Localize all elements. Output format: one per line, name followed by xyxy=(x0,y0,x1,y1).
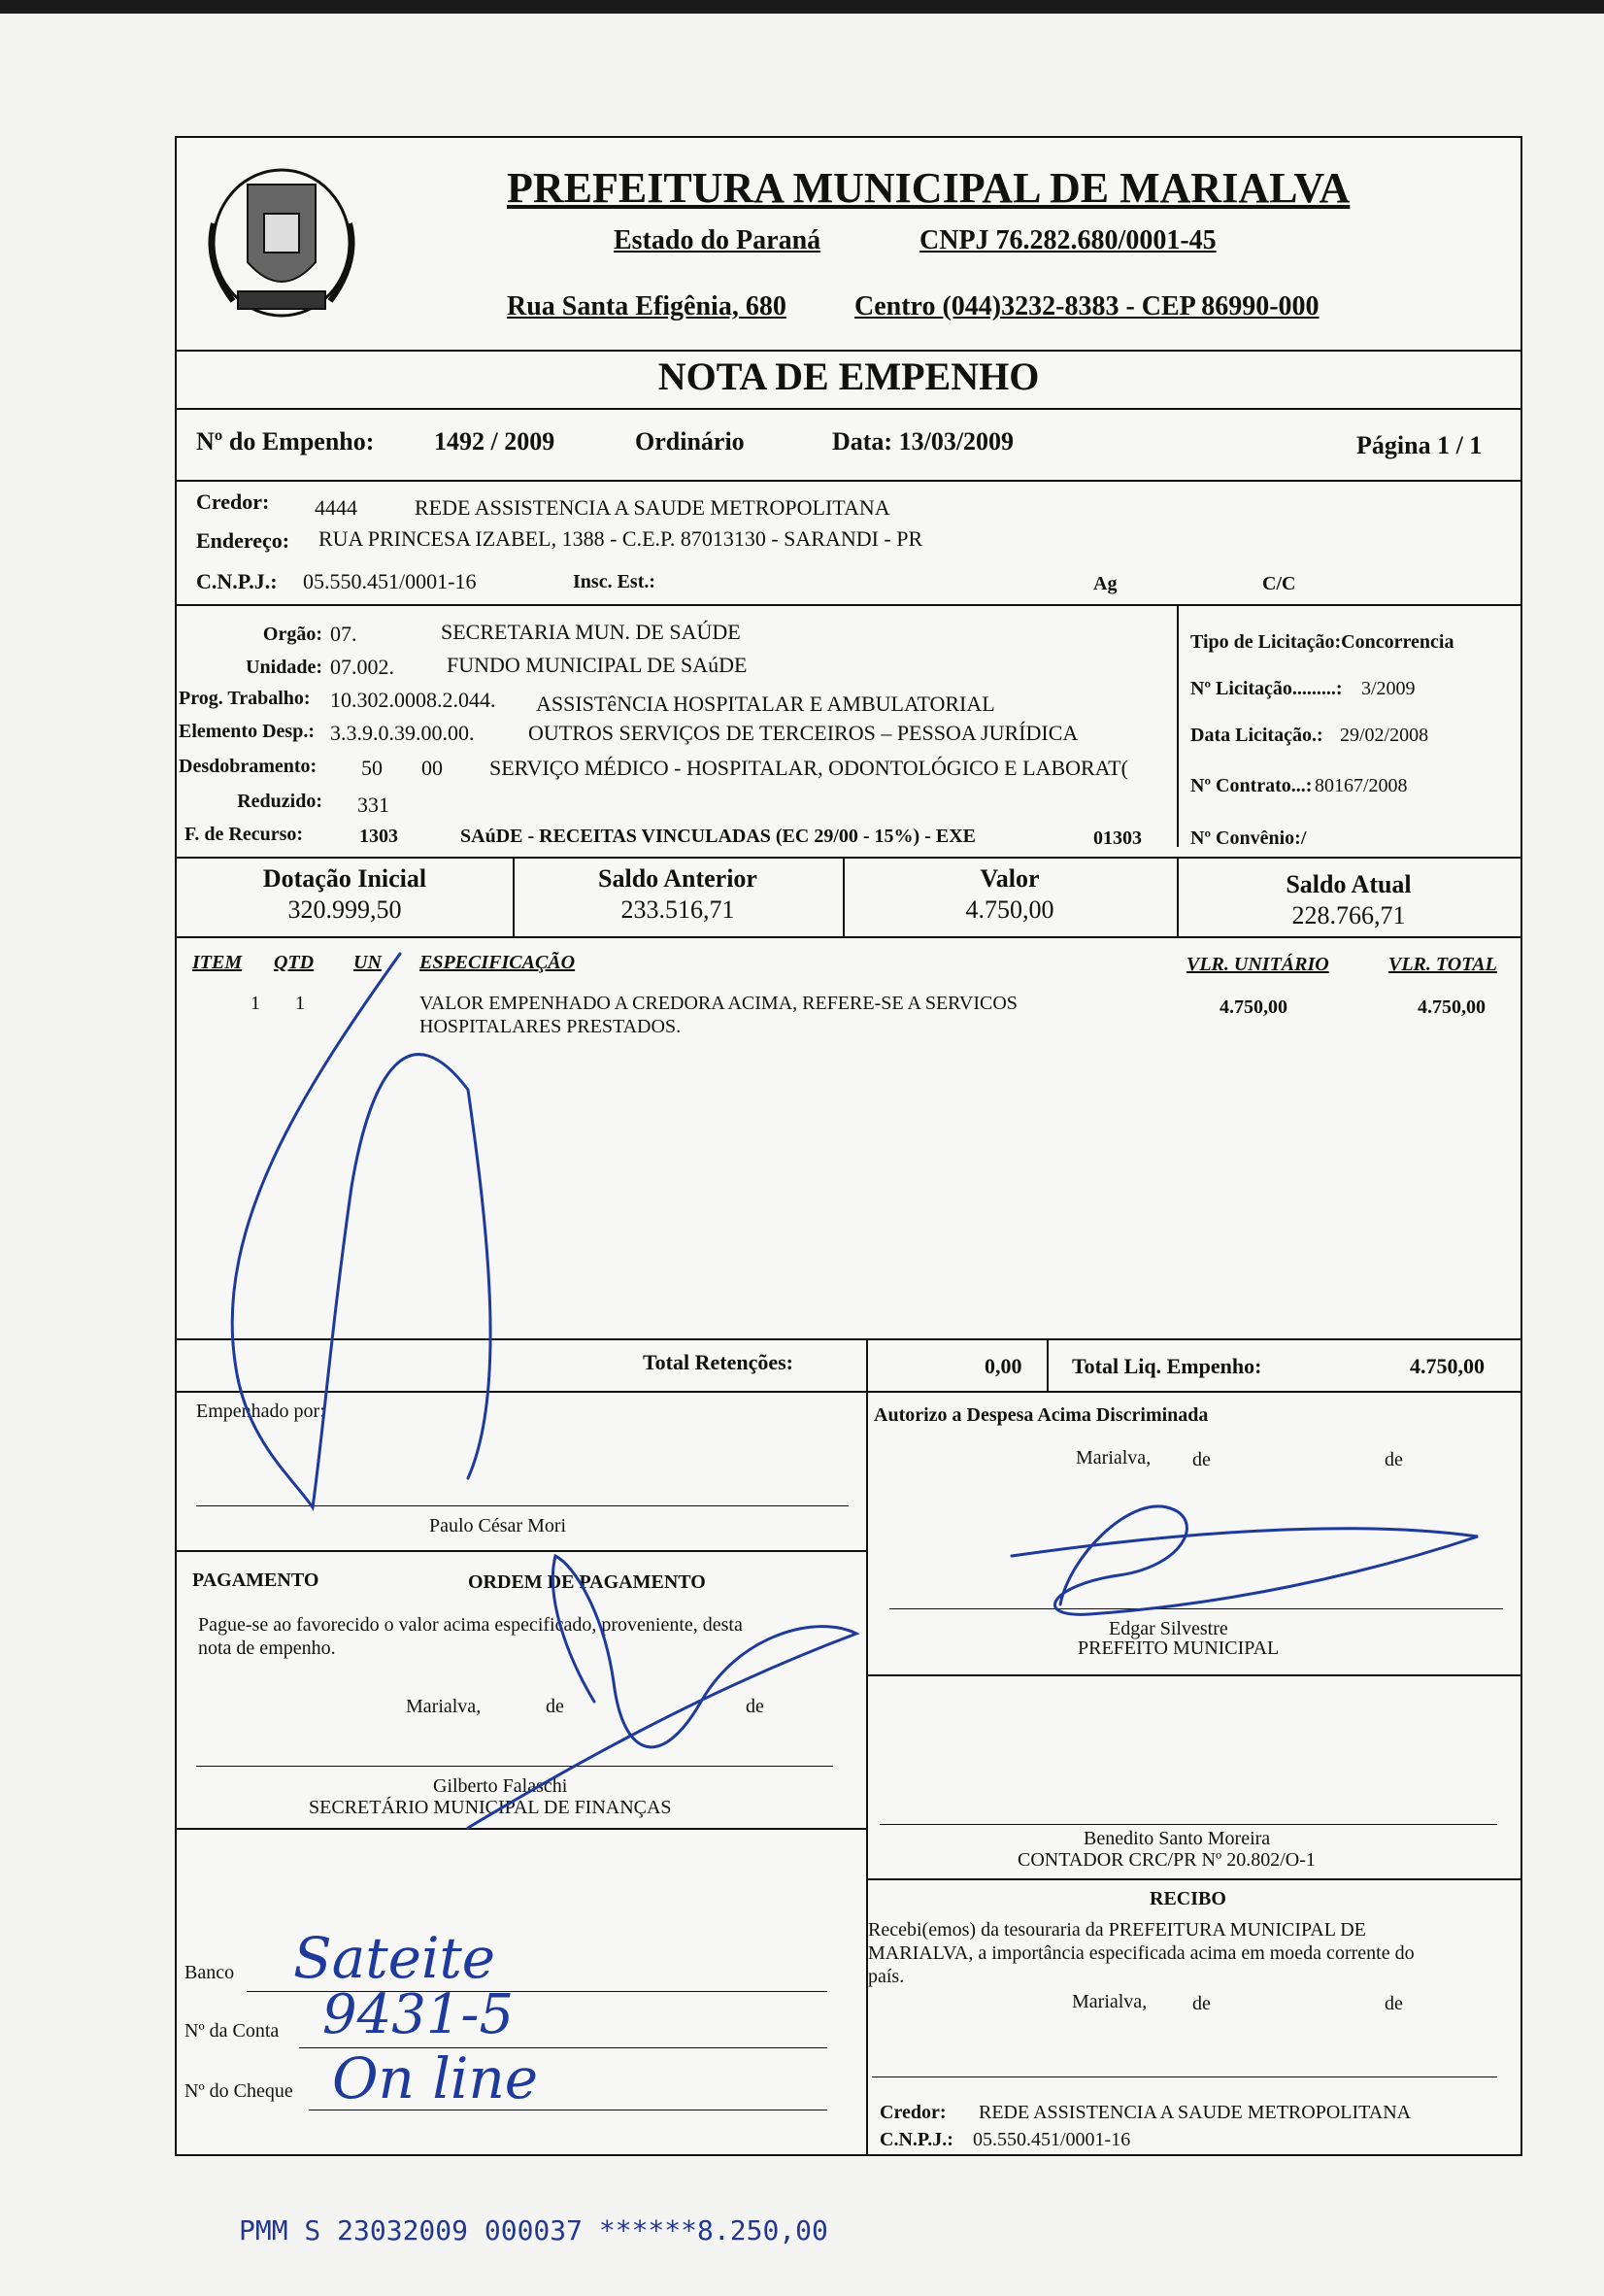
header-address: Rua Santa Efigênia, 680 xyxy=(507,291,786,321)
scan-top-edge xyxy=(0,0,1604,14)
unidade-code: 07.002. xyxy=(330,655,394,679)
orgao-name: SECRETARIA MUN. DE SAÚDE xyxy=(441,620,741,644)
col-vlr-total: VLR. TOTAL xyxy=(1388,954,1497,975)
tipo-licitacao: Tipo de Licitação:Concorrencia xyxy=(1190,631,1454,653)
pagamento-label: PAGAMENTO xyxy=(192,1570,319,1591)
insc-label: Insc. Est.: xyxy=(573,571,656,592)
ag-label: Ag xyxy=(1093,573,1118,594)
saldo-anterior-value: 233.516,71 xyxy=(620,895,735,924)
empenhado-label: Empenhado por: xyxy=(196,1401,325,1422)
secretario-role: SECRETÁRIO MUNICIPAL DE FINANÇAS xyxy=(309,1797,672,1818)
elem-code: 3.3.9.0.39.00.00. xyxy=(330,721,475,745)
pagamento-de1: de xyxy=(546,1696,564,1717)
footer-credor-name: REDE ASSISTENCIA A SAUDE METROPOLITANA xyxy=(979,2102,1412,2123)
recurso-code: 1303 xyxy=(359,826,398,847)
pagamento-text1: Pague-se ao favorecido o valor acima especificado, proveniente, desta xyxy=(198,1614,743,1636)
row-unit: 4.750,00 xyxy=(1220,996,1287,1018)
endereco-label: Endereço: xyxy=(196,528,290,553)
credor-code: 4444 xyxy=(315,495,357,520)
saldo-atual-label: Saldo Atual xyxy=(1286,870,1412,898)
recibo-text3: país. xyxy=(868,1966,905,1987)
licitacao-data: 29/02/2008 xyxy=(1340,725,1429,746)
pagamento-city: Marialva, xyxy=(406,1696,482,1717)
licitacao-num-label: Nº Licitação.........: xyxy=(1190,678,1343,699)
contador-role: CONTADOR CRC/PR Nº 20.802/O-1 xyxy=(1018,1849,1316,1871)
prog-label: Prog. Trabalho: xyxy=(179,688,311,709)
retencoes-label: Total Retenções: xyxy=(643,1350,793,1374)
convenio: Nº Convênio:/ xyxy=(1190,827,1307,849)
recibo-title: RECIBO xyxy=(1150,1888,1226,1909)
row-qtd: 1 xyxy=(295,993,305,1014)
orgao-label: Orgão: xyxy=(262,624,322,645)
credor-address: RUA PRINCESA IZABEL, 1388 - C.E.P. 87013130 - SARANDI - PR xyxy=(318,526,923,551)
footer-cnpj: 05.550.451/0001-16 xyxy=(973,2129,1131,2150)
col-vlr-unitario: VLR. UNITÁRIO xyxy=(1186,954,1329,975)
row-total: 4.750,00 xyxy=(1418,996,1486,1018)
row-desc1: VALOR EMPENHADO A CREDORA ACIMA, REFERE-SE A SERVICOS xyxy=(419,993,1018,1014)
pagamento-de2: de xyxy=(746,1696,764,1717)
autorizo-de2: de xyxy=(1385,1449,1403,1470)
header-address2: Centro (044)3232-8383 - CEP 86990-000 xyxy=(854,291,1320,321)
nota-de-empenho-document xyxy=(175,136,1522,2156)
row-desc2: HOSPITALARES PRESTADOS. xyxy=(419,1016,682,1037)
empenho-number: 1492 / 2009 xyxy=(434,427,555,456)
liquido-value: 4.750,00 xyxy=(1410,1354,1485,1378)
credor-label: Credor: xyxy=(196,490,270,514)
secretario-signature xyxy=(449,1536,895,1857)
banco-handwritten: Sateite xyxy=(293,1925,496,1991)
desd-code2: 00 xyxy=(421,756,443,780)
retencoes-value: 0,00 xyxy=(985,1354,1022,1378)
header-cnpj: CNPJ 76.282.680/0001-45 xyxy=(919,225,1217,255)
pagamento-text2: nota de empenho. xyxy=(198,1638,336,1659)
col-un: UN xyxy=(353,952,382,973)
cnpj-label: C.N.P.J.: xyxy=(196,569,278,593)
recibo-de2: de xyxy=(1385,1993,1403,2014)
col-especificacao: ESPECIFICAÇÃO xyxy=(419,952,576,973)
empenho-label: Nº do Empenho: xyxy=(196,427,375,456)
doc-title: NOTA DE EMPENHO xyxy=(657,355,1040,398)
valor-value: 4.750,00 xyxy=(965,895,1054,924)
empenhado-name: Paulo César Mori xyxy=(429,1515,567,1536)
desd-code1: 50 xyxy=(361,756,383,780)
unidade-label: Unidade: xyxy=(246,657,322,678)
ordem-pagamento: ORDEM DE PAGAMENTO xyxy=(468,1571,706,1593)
credor-name: REDE ASSISTENCIA A SAUDE METROPOLITANA xyxy=(415,495,890,520)
dotacao-label: Dotação Inicial xyxy=(262,864,427,893)
header-state: Estado do Paraná xyxy=(614,225,821,255)
recurso-name: SAúDE - RECEITAS VINCULADAS (EC 29/00 - 15%) - EXE xyxy=(460,826,976,847)
credor-cnpj: 05.550.451/0001-16 xyxy=(303,569,477,593)
footer-cnpj-label: C.N.P.J.: xyxy=(880,2129,953,2150)
cheque-label: Nº do Cheque xyxy=(184,2080,293,2102)
contrato-num: 80167/2008 xyxy=(1315,775,1408,796)
prefeito-name: Edgar Silvestre xyxy=(1109,1618,1228,1639)
valor-label: Valor xyxy=(980,864,1040,893)
header-title: PREFEITURA MUNICIPAL DE MARIALVA xyxy=(507,164,1351,212)
contador-name: Benedito Santo Moreira xyxy=(1084,1828,1271,1849)
elem-name: OUTROS SERVIÇOS DE TERCEIROS – PESSOA JURÍDICA xyxy=(528,721,1079,745)
prog-name: ASSISTêNCIA HOSPITALAR E AMBULATORIAL xyxy=(536,692,995,716)
conta-handwritten: 9431-5 xyxy=(322,1983,515,2046)
prog-code: 10.302.0008.2.044. xyxy=(330,688,496,712)
unidade-name: FUNDO MUNICIPAL DE SAúDE xyxy=(447,653,748,677)
col-item: ITEM xyxy=(192,952,243,973)
elem-label: Elemento Desp.: xyxy=(179,721,315,742)
mechanical-stamp: PMM S 23032009 000037 ******8.250,00 xyxy=(239,2214,828,2246)
reduzido-label: Reduzido: xyxy=(237,791,322,812)
prefeito-role: PREFEITO MUNICIPAL xyxy=(1078,1638,1280,1659)
empenho-type: Ordinário xyxy=(635,427,745,456)
saldo-anterior-label: Saldo Anterior xyxy=(598,864,757,893)
desd-label: Desdobramento: xyxy=(179,756,317,777)
col-qtd: QTD xyxy=(274,952,315,973)
desd-name: SERVIÇO MÉDICO - HOSPITALAR, ODONTOLÓGICO E LABORAT( xyxy=(489,756,1128,780)
dotacao-value: 320.999,50 xyxy=(287,895,402,924)
recurso-code2: 01303 xyxy=(1093,827,1142,849)
empenho-page: Página 1 / 1 xyxy=(1356,431,1483,459)
autorizo-city: Marialva, xyxy=(1076,1447,1152,1469)
recibo-text1: Recebi(emos) da tesouraria da PREFEITURA MUNICIPAL DE xyxy=(868,1919,1366,1941)
recurso-label: F. de Recurso: xyxy=(184,824,304,845)
prefeito-signature xyxy=(973,1498,1517,1653)
conta-label: Nº da Conta xyxy=(184,2020,280,2042)
recibo-de1: de xyxy=(1192,1993,1211,2014)
row-item: 1 xyxy=(251,993,260,1014)
footer-credor-label: Credor: xyxy=(880,2102,947,2123)
banco-label: Banco xyxy=(184,1962,235,1983)
licitacao-num: 3/2009 xyxy=(1361,678,1416,699)
reduzido-value: 331 xyxy=(357,793,389,817)
cheque-handwritten: On line xyxy=(332,2045,539,2111)
licitacao-data-label: Data Licitação.: xyxy=(1190,725,1323,746)
liquido-label: Total Liq. Empenho: xyxy=(1072,1354,1262,1378)
secretario-name: Gilberto Falaschi xyxy=(433,1775,568,1797)
orgao-code: 07. xyxy=(330,622,357,646)
recibo-city: Marialva, xyxy=(1072,1991,1148,2012)
autorizo-de1: de xyxy=(1192,1449,1211,1470)
recibo-text2: MARIALVA, a importância especificada acima em moeda corrente do xyxy=(868,1942,1415,1964)
empenho-date: Data: 13/03/2009 xyxy=(832,427,1015,456)
autorizo-label: Autorizo a Despesa Acima Discriminada xyxy=(874,1404,1209,1426)
cc-label: C/C xyxy=(1262,573,1296,594)
saldo-atual-value: 228.766,71 xyxy=(1291,901,1406,929)
contrato-label: Nº Contrato...: xyxy=(1190,775,1313,796)
municipal-seal xyxy=(194,146,369,340)
